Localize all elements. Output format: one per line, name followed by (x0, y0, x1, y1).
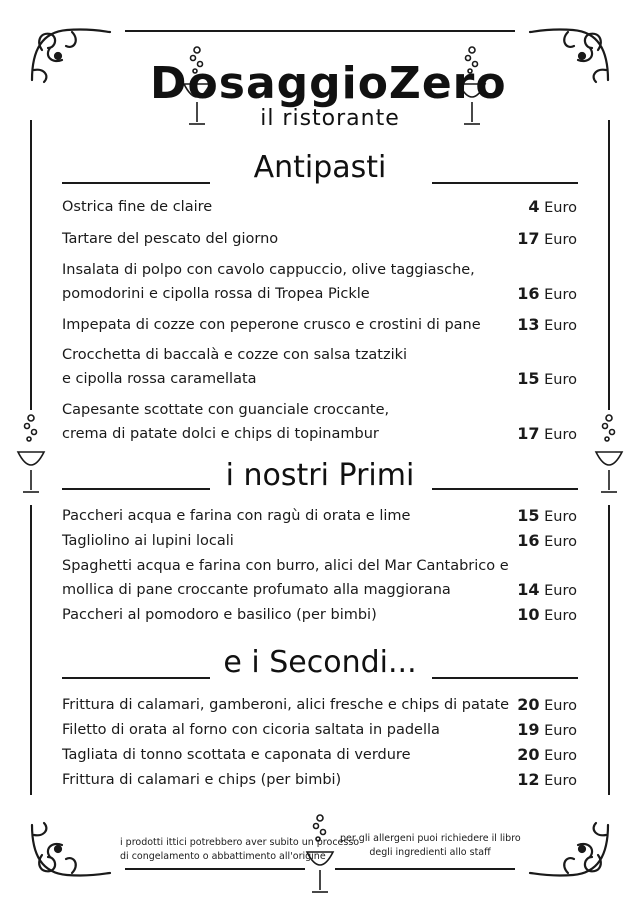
bottom-border (125, 868, 305, 870)
menu-item-price: 17 Euro (517, 229, 577, 248)
menu-item-text: Paccheri acqua e farina con ragù di orata e lime (62, 508, 411, 524)
menu-item-price: 20 Euro (517, 695, 577, 714)
right-border-top (608, 120, 610, 410)
corner-flourish-icon (22, 815, 112, 885)
menu-item-text: Frittura di calamari e chips (per bimbi) (62, 772, 342, 788)
section-title-primi: i nostri Primi (225, 458, 415, 493)
menu-item-text: Paccheri al pomodoro e basilico (per bimbi) (62, 607, 377, 623)
top-border (125, 30, 515, 32)
menu-item-price: 14 Euro (517, 580, 577, 599)
left-border-bottom (30, 505, 32, 795)
champagne-glass-icon (592, 412, 626, 498)
menu-item-text: Frittura di calamari, gamberoni, alici fresche e chips di patate (62, 697, 510, 713)
menu-item-text: Tartare del pescato del giorno (62, 231, 279, 247)
menu-item-price: 20 Euro (517, 745, 577, 764)
section-divider (62, 488, 210, 490)
menu-item-price: 19 Euro (517, 720, 577, 739)
menu-item-price: 12 Euro (517, 770, 577, 789)
menu-item-text: Capesante scottate con guanciale croccante, (62, 402, 390, 418)
menu-item-text: e cipolla rossa caramellata (62, 371, 257, 387)
right-border-bottom (608, 505, 610, 795)
footer-note-left: i prodotti ittici potrebbero aver subito un processo di congelamento o abbattimento all'origine (120, 837, 360, 862)
champagne-glass-icon (14, 412, 48, 498)
menu-item-text: Ostrica fine de claire (62, 199, 213, 215)
logo-subtitle: il ristorante (260, 106, 400, 131)
menu-item-text: Spaghetti acqua e farina con burro, alici del Mar Cantabrico e (62, 558, 509, 574)
menu-item-text: Tagliolino ai lupini locali (62, 533, 234, 549)
menu-item-text: crema di patate dolci e chips di topinambur (62, 426, 379, 442)
menu-item-price: 16 Euro (517, 284, 577, 303)
menu-item-text: Tagliata di tonno scottata e caponata di verdure (62, 747, 411, 763)
footer-note-right: per gli allergeni puoi richiedere il libro degli ingredienti allo staff (340, 833, 521, 858)
left-border-top (30, 120, 32, 410)
menu-item-text: Crocchetta di baccalà e cozze con salsa tzatziki (62, 347, 408, 363)
menu-item-price: 17 Euro (517, 424, 577, 443)
section-divider (432, 677, 578, 679)
menu-item-price: 15 Euro (517, 506, 577, 525)
menu-item-text: Filetto di orata al forno con cicoria saltata in padella (62, 722, 440, 738)
section-divider (432, 488, 578, 490)
section-divider (62, 677, 210, 679)
menu-item-text: pomodorini e cipolla rossa di Tropea Pickle (62, 286, 370, 302)
bottom-border-right (335, 868, 515, 870)
section-title-antipasti: Antipasti (253, 150, 387, 185)
section-divider (62, 182, 210, 184)
menu-item-price: 16 Euro (517, 531, 577, 550)
menu-item-price: 4 Euro (528, 197, 577, 216)
menu-item-text: Insalata di polpo con cavolo cappuccio, olive taggiasche, (62, 262, 475, 278)
section-title-secondi: e i Secondi... (223, 645, 417, 680)
menu-item-text: mollica di pane croccante profumato alla maggiorana (62, 582, 451, 598)
corner-flourish-icon (22, 20, 112, 90)
menu-item-price: 13 Euro (517, 315, 577, 334)
menu-item-price: 10 Euro (517, 605, 577, 624)
section-divider (432, 182, 578, 184)
corner-flourish-icon (528, 815, 618, 885)
menu-item-price: 15 Euro (517, 369, 577, 388)
menu-item-text: Impepata di cozze con peperone crusco e crostini di pane (62, 317, 481, 333)
corner-flourish-icon (528, 20, 618, 90)
logo-title: DosaggioZero (150, 58, 507, 109)
